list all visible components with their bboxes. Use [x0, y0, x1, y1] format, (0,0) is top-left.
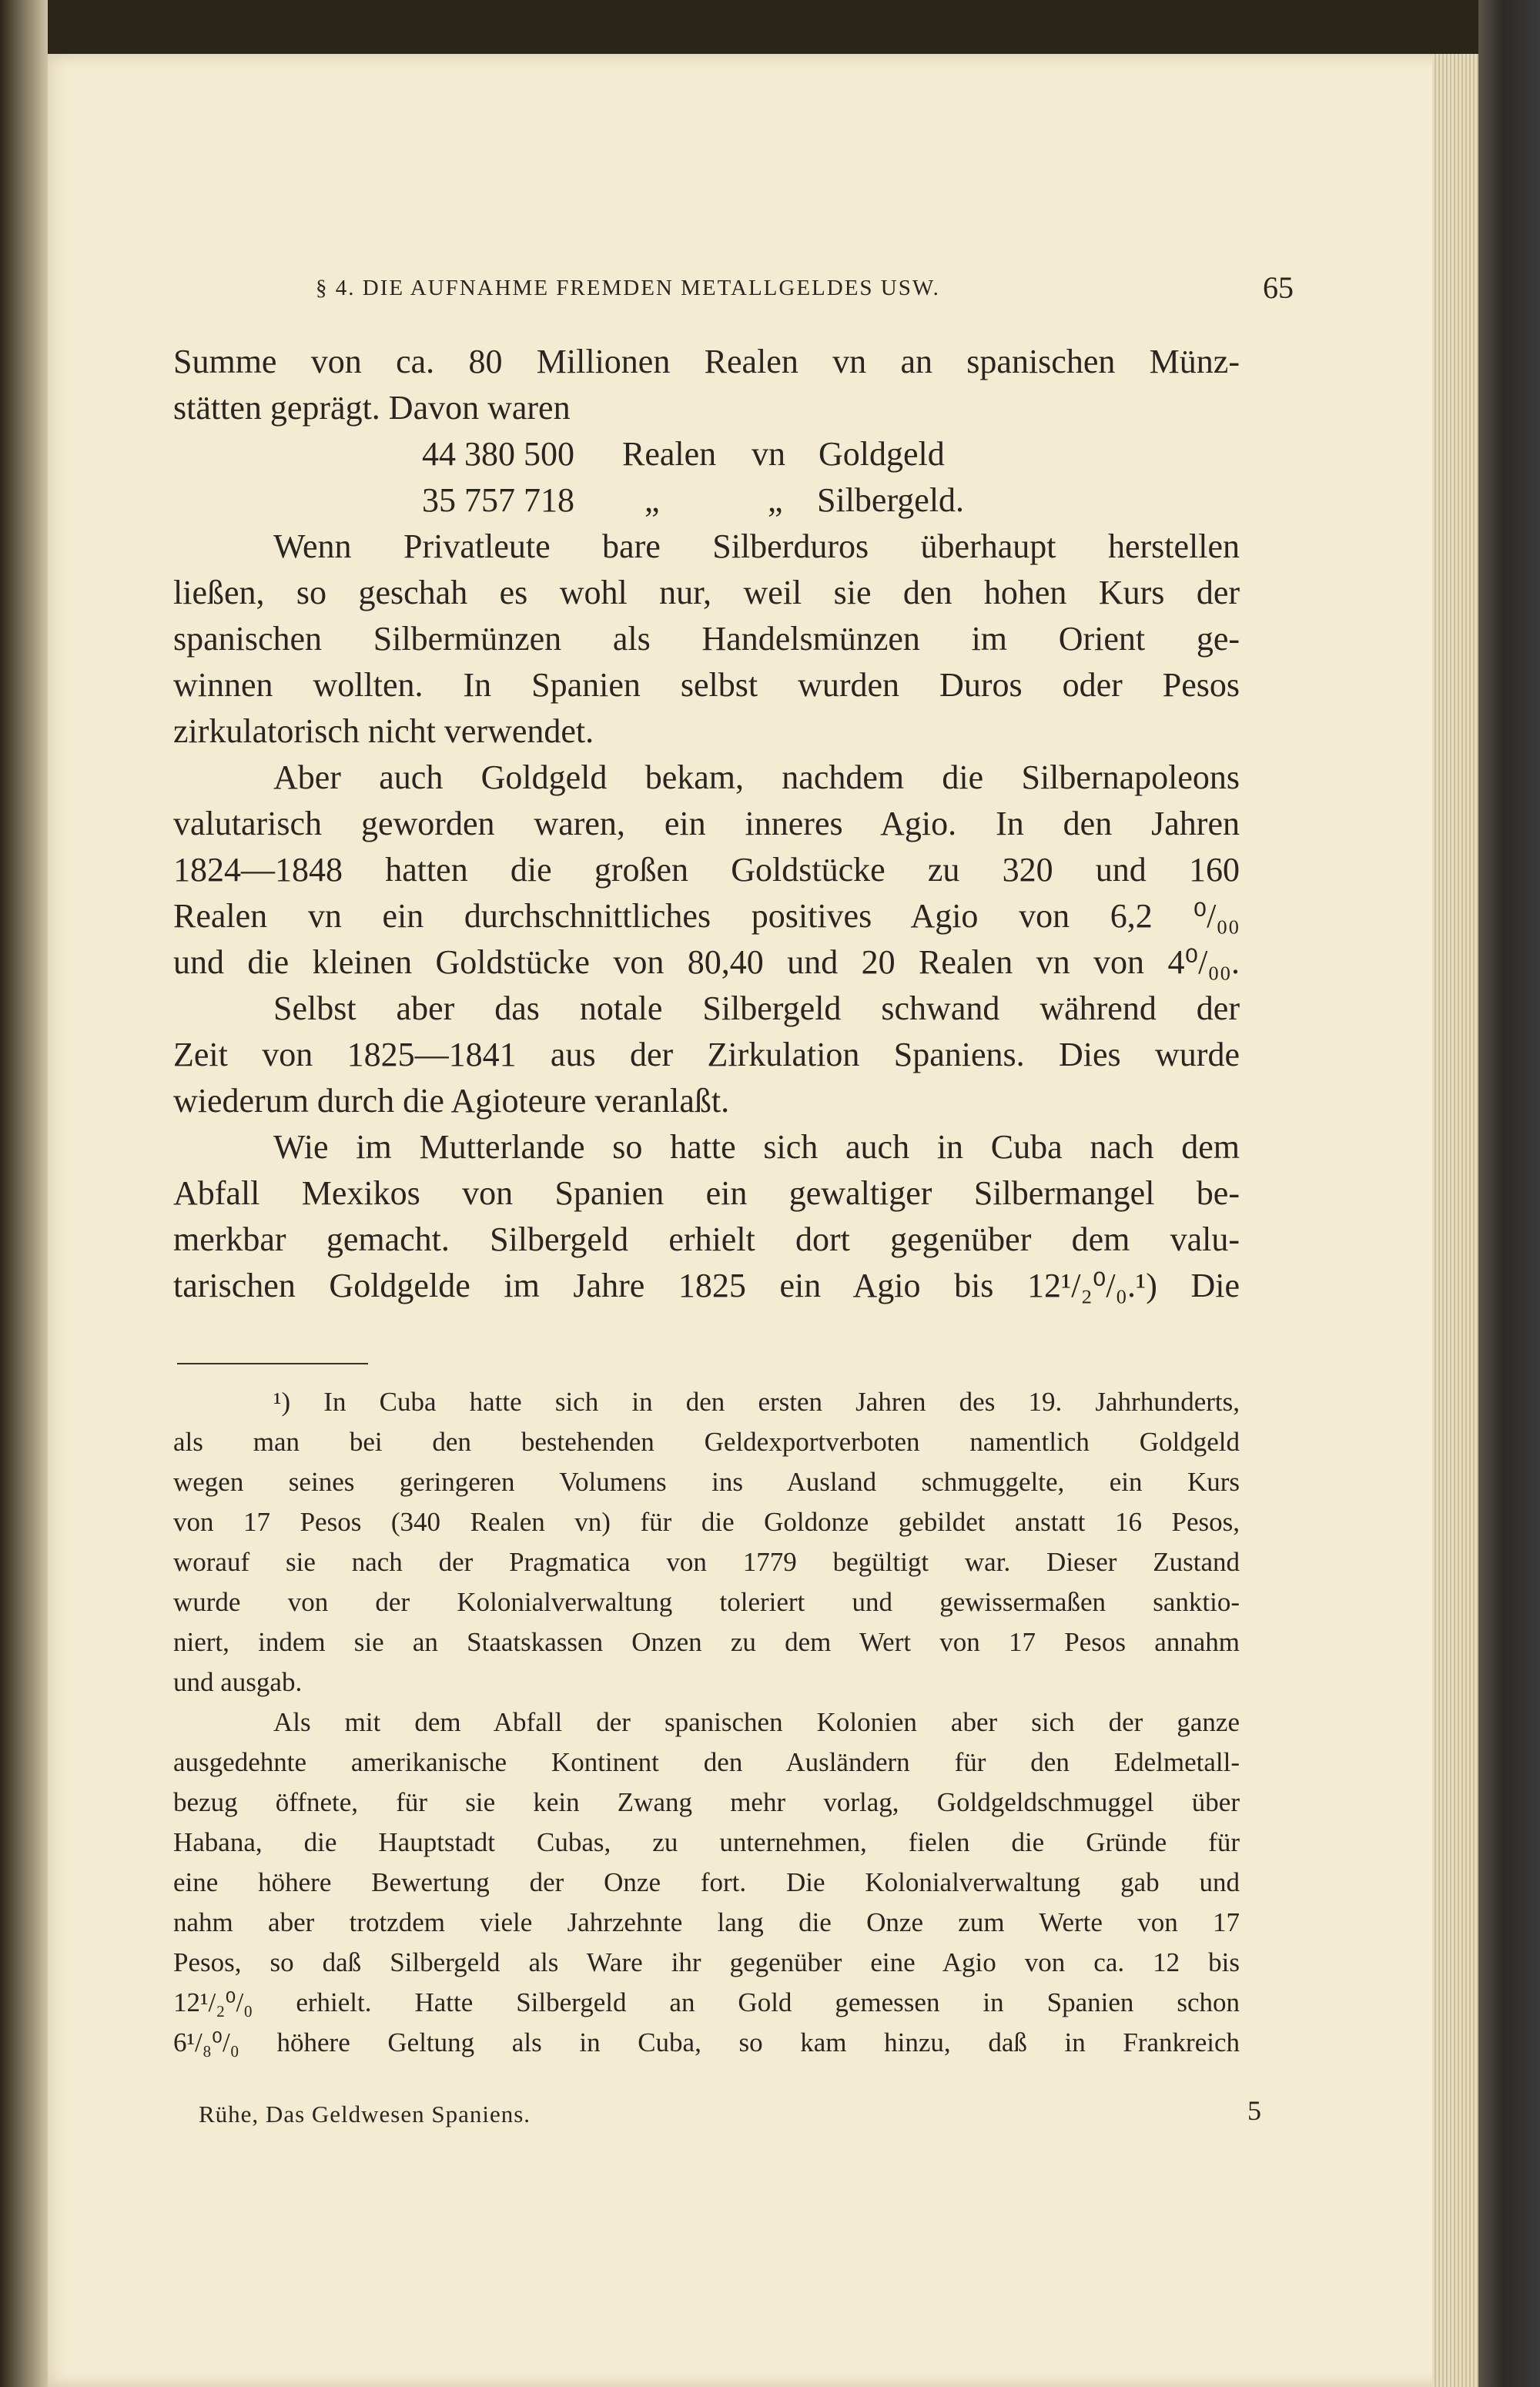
main-text [173, 339, 1240, 1309]
page-edge-stack [1432, 54, 1478, 2387]
text-line: winnen wollten. In Spanien selbst wurden Duros oder Pesos [173, 666, 1240, 704]
amount-row-silver [173, 477, 1240, 524]
text-line: zirkulatorisch nicht verwendet. [173, 712, 594, 750]
amount-value: 35 757 718 [422, 481, 574, 519]
text-line: Wie im Mutterlande so hatte sich auch in Cuba nach dem [273, 1128, 1240, 1166]
text-line: stätten geprägt. Davon waren [173, 389, 571, 427]
section-title: § 4. DIE AUFNAHME FREMDEN METALLGELDES USW. [316, 276, 940, 300]
amount-kind: Goldgeld [819, 435, 945, 473]
footnote-line: ¹) In Cuba hatte sich in den ersten Jahren des 19. Jahrhunderts, [273, 1387, 1240, 1417]
text-line: wiederum durch die Agioteure veranlaßt. [173, 1082, 730, 1120]
amount-value: 44 380 500 [422, 435, 574, 473]
footnote-divider [177, 1363, 368, 1364]
footnote-line: 6¹/₈⁰/₀ höhere Geltung als in Cuba, so kam hinzu, daß in Frankreich [173, 2027, 1240, 2057]
text-line: merkbar gemacht. Silbergeld erhielt dort gegenüber dem valu- [173, 1220, 1240, 1258]
text-line: und die kleinen Goldstücke von 80,40 und 20 Realen vn von 4⁰/₀₀. [173, 943, 1240, 981]
amount-unit: „ [644, 481, 660, 519]
amount-unit: Realen [622, 435, 717, 473]
text-line: spanischen Silbermünzen als Handelsmünzen im Orient ge- [173, 620, 1240, 658]
sheet-number: 5 [1247, 2095, 1261, 2126]
footnote-line: wegen seines geringeren Volumens ins Ausland schmuggelte, ein Kurs [173, 1467, 1240, 1497]
footnote-line: eine höhere Bewertung der Onze fort. Die Kolonialverwaltung gab und [173, 1867, 1240, 1897]
text-line: tarischen Goldgelde im Jahre 1825 ein Agio bis 12¹/₂⁰/₀.¹) Die [173, 1267, 1240, 1304]
footnote-line: nahm aber trotzdem viele Jahrzehnte lang die Onze zum Werte von 17 [173, 1907, 1240, 1937]
footnotes [173, 1382, 1240, 2063]
book-signature: Rühe, Das Geldwesen Spaniens. [199, 2101, 531, 2128]
text-line: Aber auch Goldgeld bekam, nachdem die Silbernapoleons [273, 758, 1240, 796]
left-page-edge [0, 0, 48, 2387]
footnote-line: von 17 Pesos (340 Realen vn) für die Goldonze gebildet anstatt 16 Pesos, [173, 1507, 1240, 1537]
page-number: 65 [1263, 270, 1294, 305]
amount-sub: vn [752, 435, 785, 473]
scan-right-strip [1478, 0, 1540, 2387]
running-head [316, 270, 1294, 308]
footnote-line: Als mit dem Abfall der spanischen Kolonien aber sich der ganze [273, 1707, 1240, 1737]
text-line: Realen vn ein durchschnittliches positives Agio von 6,2 ⁰/₀₀ [173, 897, 1240, 935]
footnote-line: als man bei den bestehenden Geldexportverboten namentlich Goldgeld [173, 1427, 1240, 1457]
text-line: Selbst aber das notale Silbergeld schwand während der [273, 989, 1240, 1027]
footnote-line: ausgedehnte amerikanische Kontinent den Ausländern für den Edelmetall- [173, 1747, 1240, 1777]
footnote-line: Pesos, so daß Silbergeld als Ware ihr gegenüber eine Agio von ca. 12 bis [173, 1947, 1240, 1977]
amount-row-gold [173, 431, 1240, 477]
signature-line [199, 2094, 1261, 2133]
footnote-line: niert, indem sie an Staatskassen Onzen zu dem Wert von 17 Pesos annahm [173, 1627, 1240, 1657]
text-line: ließen, so geschah es wohl nur, weil sie den hohen Kurs der [173, 574, 1240, 611]
amount-kind: Silbergeld. [817, 481, 965, 519]
footnote-line: und ausgab. [173, 1667, 303, 1697]
footnote-line: bezug öffnete, für sie kein Zwang mehr vorlag, Goldgeldschmuggel über [173, 1787, 1240, 1817]
text-line: Abfall Mexikos von Spanien ein gewaltiger Silbermangel be- [173, 1174, 1240, 1212]
footnote-line: 12¹/₂⁰/₀ erhielt. Hatte Silbergeld an Gold gemessen in Spanien schon [173, 1987, 1240, 2017]
text-line: Zeit von 1825—1841 aus der Zirkulation Spaniens. Dies wurde [173, 1036, 1240, 1073]
text-line: 1824—1848 hatten die großen Goldstücke zu 320 und 160 [173, 851, 1240, 889]
amount-sub: „ [768, 481, 783, 519]
footnote-line: wurde von der Kolonialverwaltung toleriert und gewissermaßen sanktio- [173, 1587, 1240, 1617]
text-line: valutarisch geworden waren, ein inneres Agio. In den Jahren [173, 805, 1240, 842]
footnote-line: worauf sie nach der Pragmatica von 1779 begültigt war. Dieser Zustand [173, 1547, 1240, 1577]
scan-top-background [0, 0, 1540, 54]
text-line: Wenn Privatleute bare Silberduros überhaupt herstellen [273, 527, 1240, 565]
footnote-line: Habana, die Hauptstadt Cubas, zu unternehmen, fielen die Gründe für [173, 1827, 1240, 1857]
text-line: Summe von ca. 80 Millionen Realen vn an spanischen Münz- [173, 343, 1240, 380]
